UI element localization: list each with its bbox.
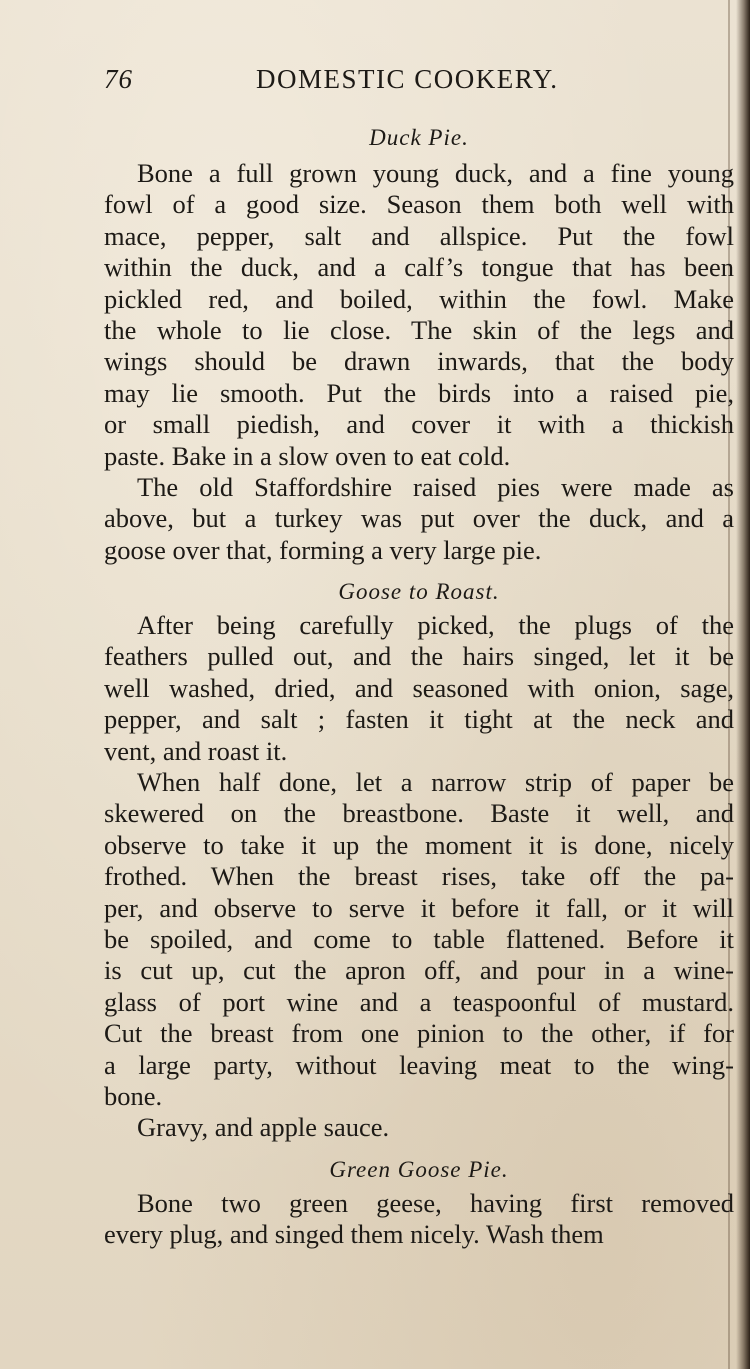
paragraph	[104, 1188, 734, 1251]
text-line: bone.	[104, 1080, 163, 1111]
text-line: mace, pepper, salt and allspice. Put the fowl	[104, 220, 734, 251]
paragraph	[104, 1112, 734, 1143]
text-line: or small piedish, and cover it with a thickish	[104, 409, 734, 440]
text-line: goose over that, forming a very large pie.	[104, 534, 542, 565]
page-header	[104, 64, 714, 104]
text-line: paste. Bake in a slow oven to eat cold.	[104, 440, 511, 471]
page-number: 76	[104, 64, 133, 94]
section-gap	[104, 566, 734, 574]
text-line: After being carefully picked, the plugs of the	[137, 610, 734, 641]
page-body	[104, 120, 734, 1251]
text-line: per, and observe to serve it before it fall, or it will	[104, 892, 734, 923]
text-line: glass of port wine and a teaspoonful of mustard.	[104, 986, 734, 1017]
paragraph	[104, 610, 734, 767]
text-line: well washed, dried, and seasoned with onion, sage,	[104, 672, 734, 703]
paragraph	[104, 472, 734, 566]
text-line: The old Staffordshire raised pies were made as	[137, 471, 734, 502]
text-line: the whole to lie close. The skin of the legs and	[104, 314, 734, 345]
recipe-heading: Green Goose Pie.	[329, 1156, 509, 1182]
text-line: pepper, and salt ; fasten it tight at the neck and	[104, 704, 734, 735]
section-gap	[104, 1144, 734, 1152]
text-line: frothed. When the breast rises, take off the pa-	[104, 861, 734, 892]
text-line: above, but a turkey was put over the duck, and a	[104, 503, 734, 534]
text-line: wings should be drawn inwards, that the body	[104, 346, 734, 377]
text-line: skewered on the breastbone. Baste it well, and	[104, 798, 734, 829]
paragraph	[104, 158, 734, 472]
text-line: within the duck, and a calf’s tongue that has been	[104, 252, 734, 283]
text-line: is cut up, cut the apron off, and pour in a wine-	[104, 955, 734, 986]
text-line: feathers pulled out, and the hairs singed, let it be	[104, 641, 734, 672]
text-line: observe to take it up the moment it is done, nicely	[104, 829, 734, 860]
text-line: fowl of a good size. Season them both well with	[104, 189, 734, 220]
text-line: Gravy, and apple sauce.	[137, 1112, 390, 1143]
recipe-heading: Duck Pie.	[369, 125, 469, 150]
text-line: every plug, and singed them nicely. Wash them	[104, 1219, 604, 1250]
paragraph	[104, 767, 734, 1112]
text-line: Bone a full grown young duck, and a fine young	[137, 158, 734, 188]
text-line: Bone two green geese, having first removed	[137, 1187, 734, 1218]
text-line: a large party, without leaving meat to the wing-	[104, 1049, 734, 1080]
recipe-heading: Goose to Roast.	[338, 579, 500, 605]
text-line: may lie smooth. Put the birds into a raised pie,	[104, 377, 734, 408]
text-line: pickled red, and boiled, within the fowl. Make	[104, 283, 734, 314]
running-head: DOMESTIC COOKERY.	[256, 64, 559, 94]
page-edge	[736, 0, 750, 1369]
text-line: When half done, let a narrow strip of paper be	[137, 767, 734, 798]
text-line: be spoiled, and come to table flattened. Before it	[104, 923, 734, 954]
text-line: Cut the breast from one pinion to the other, if for	[104, 1018, 734, 1049]
text-line: vent, and roast it.	[104, 735, 288, 766]
